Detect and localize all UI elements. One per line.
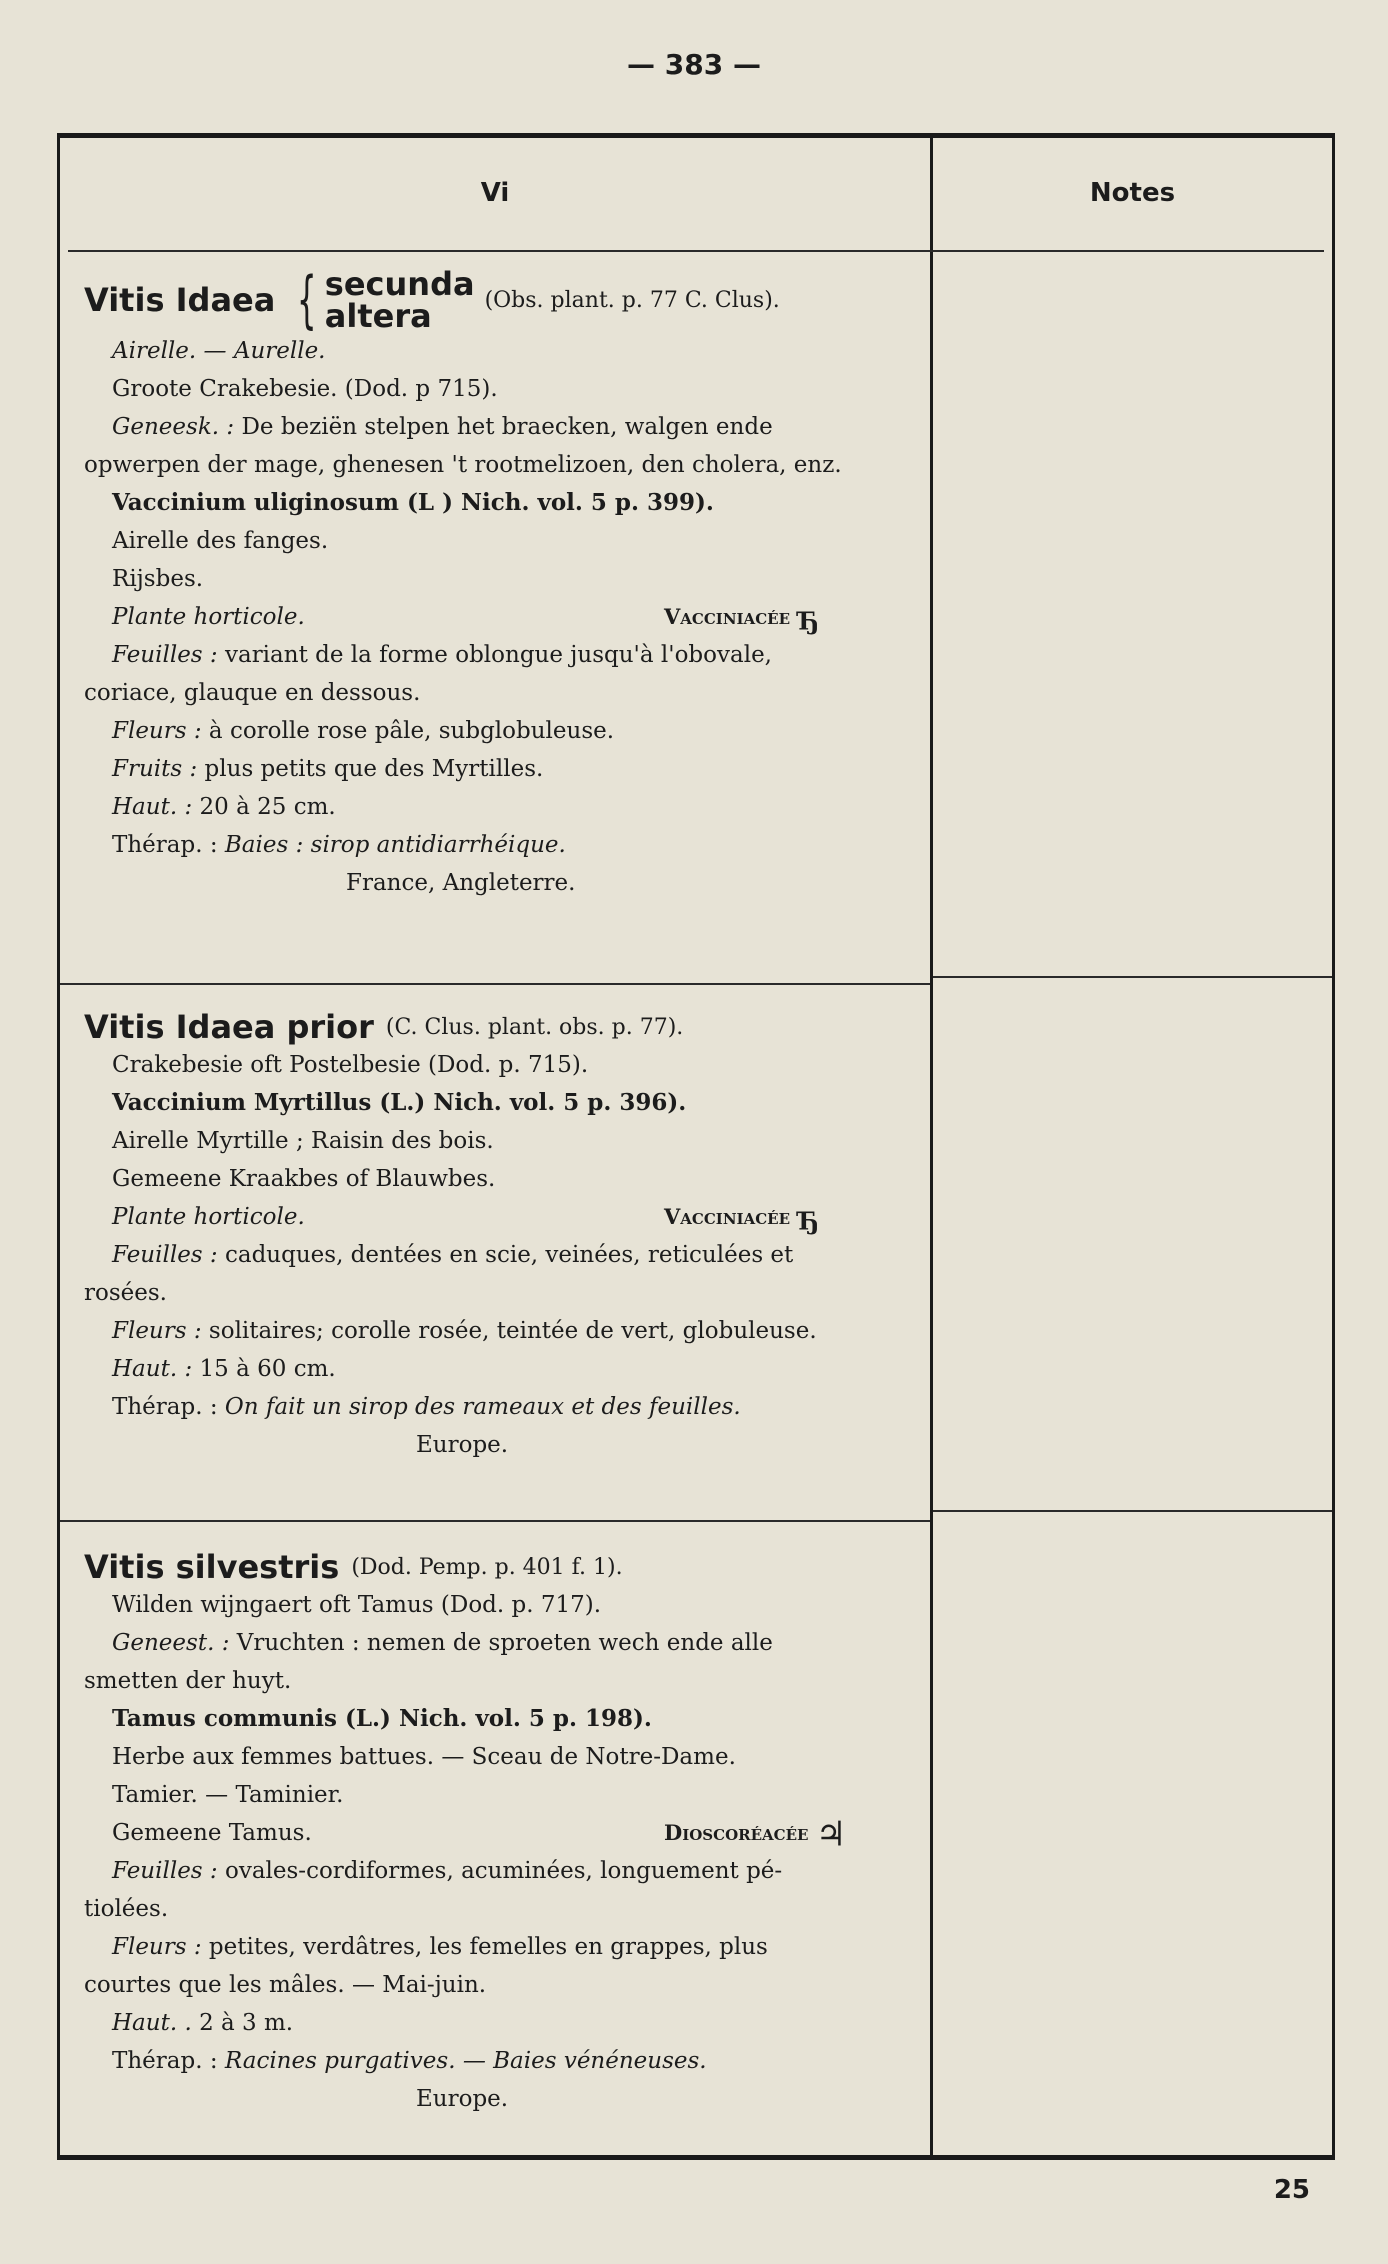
dutch-name: Crakebesie oft Postelbesie (Dod. p. 715). <box>112 1052 589 1078</box>
entry-title: Vitis Idaea <box>84 281 276 319</box>
region: France, Angleterre. <box>346 870 576 896</box>
leaves-desc: Feuilles : caduques, dentées en scie, veinées, reticulées et <box>112 1242 794 1268</box>
medicinal-note: Geneest. : Vruchten : nemen de sproeten wech ende alle <box>112 1630 773 1656</box>
height-desc: Haut. . 2 à 3 m. <box>112 2010 294 2036</box>
therapy-desc: Thérap. : Baies : sirop antidiarrhéique. <box>112 832 566 858</box>
perennial-symbol-icon: ♃ <box>815 1814 847 1855</box>
notes-rule <box>933 976 1332 978</box>
header-rule <box>68 250 1324 252</box>
column-header-notes: Notes <box>1089 178 1176 208</box>
plant-family: Vacciniacée <box>664 1204 790 1229</box>
common-name-fr-2: Tamier. — Taminier. <box>112 1782 344 1808</box>
column-divider <box>930 138 933 2155</box>
shrub-symbol-icon: ђ <box>797 1198 819 1239</box>
species-table <box>57 133 1335 2160</box>
entry-vitis-idaea-prior <box>84 1008 914 1464</box>
scientific-name: Vaccinium Myrtillus (L.) Nich. vol. 5 p. 396). <box>112 1089 687 1116</box>
shrub-symbol-icon: ђ <box>797 598 819 639</box>
height-desc: Haut. : 15 à 60 cm. <box>112 1356 336 1382</box>
leaves-desc-cont: coriace, glauque en dessous. <box>84 680 421 706</box>
medicinal-note-cont: smetten der huyt. <box>84 1668 292 1694</box>
column-header-vi: Vi <box>480 178 510 208</box>
leaves-desc: Feuilles : ovales-cordiformes, acuminées, longuement pé- <box>112 1858 783 1884</box>
entry-rule <box>60 1520 930 1522</box>
entry-reference: (Obs. plant. p. 77 C. Clus). <box>484 287 780 313</box>
scientific-name: Tamus communis (L.) Nich. vol. 5 p. 198). <box>112 1705 652 1732</box>
flowers-desc: Fleurs : à corolle rose pâle, subglobuleuse. <box>112 718 615 744</box>
leaves-desc-cont: rosées. <box>84 1280 167 1306</box>
common-name-fr: Airelle Myrtille ; Raisin des bois. <box>112 1128 494 1154</box>
common-name-nl: Gemeene Kraakbes of Blauwbes. <box>112 1166 496 1192</box>
region: Europe. <box>416 1432 509 1458</box>
entry-reference: (C. Clus. plant. obs. p. 77). <box>385 1014 684 1040</box>
dutch-name: Groote Crakebesie. (Dod. p 715). <box>112 376 498 402</box>
entry-title: Vitis Idaea prior <box>84 1008 374 1046</box>
region: Europe. <box>416 2086 509 2112</box>
entry-title-row <box>84 1008 914 1046</box>
entry-title-row <box>84 263 914 336</box>
dutch-name: Wilden wijngaert oft Tamus (Dod. p. 717). <box>112 1592 602 1618</box>
plant-type: Plante horticole. Vacciniacée ђ <box>112 598 819 639</box>
sheet-number: 25 <box>1273 2175 1310 2205</box>
plant-type: Plante horticole. Vacciniacée ђ <box>112 1198 819 1239</box>
entry-vitis-idaea <box>84 263 914 902</box>
plant-family: Vacciniacée <box>664 604 790 629</box>
variant-secunda: secunda <box>324 265 475 303</box>
entry-vitis-silvestris <box>84 1548 914 2118</box>
flowers-desc: Fleurs : petites, verdâtres, les femelles en grappes, plus <box>112 1934 768 1960</box>
entry-title-row <box>84 1548 914 1586</box>
therapy-desc: Thérap. : Racines purgatives. — Baies vénéneuses. <box>112 2048 707 2074</box>
leaves-desc: Feuilles : variant de la forme oblongue jusqu'à l'obovale, <box>112 642 772 668</box>
common-name-nl: Rijsbes. <box>112 566 204 592</box>
brace-symbol: { <box>297 263 317 336</box>
french-names: Airelle. — Aurelle. <box>112 338 326 364</box>
entry-title: Vitis silvestris <box>84 1548 340 1586</box>
page-number: — 383 — <box>627 48 761 81</box>
common-name-fr: Airelle des fanges. <box>112 528 329 554</box>
entry-rule <box>60 983 930 985</box>
entry-reference: (Dod. Pemp. p. 401 f. 1). <box>351 1554 623 1580</box>
common-name-fr: Herbe aux femmes battues. — Sceau de Notre-Dame. <box>112 1744 736 1770</box>
plant-family: Dioscoréacée <box>664 1820 809 1845</box>
height-desc: Haut. : 20 à 25 cm. <box>112 794 336 820</box>
flowers-desc-cont: courtes que les mâles. — Mai-juin. <box>84 1972 487 1998</box>
medicinal-note-cont: opwerpen der mage, ghenesen 't rootmelizoen, den cholera, enz. <box>84 452 842 478</box>
fruits-desc: Fruits : plus petits que des Myrtilles. <box>112 756 544 782</box>
medicinal-note: Geneesk. : De beziën stelpen het braecken, walgen ende <box>112 414 773 440</box>
notes-rule <box>933 1510 1332 1512</box>
common-name-nl: Gemeene Tamus. Dioscoréacée ♃ <box>112 1814 847 1855</box>
variant-altera: altera <box>324 297 432 335</box>
leaves-desc-cont: tiolées. <box>84 1896 169 1922</box>
scientific-name: Vaccinium uliginosum (L ) Nich. vol. 5 p. 399). <box>112 489 714 516</box>
therapy-desc: Thérap. : On fait un sirop des rameaux et des feuilles. <box>112 1394 741 1420</box>
flowers-desc: Fleurs : solitaires; corolle rosée, teintée de vert, globuleuse. <box>112 1318 817 1344</box>
